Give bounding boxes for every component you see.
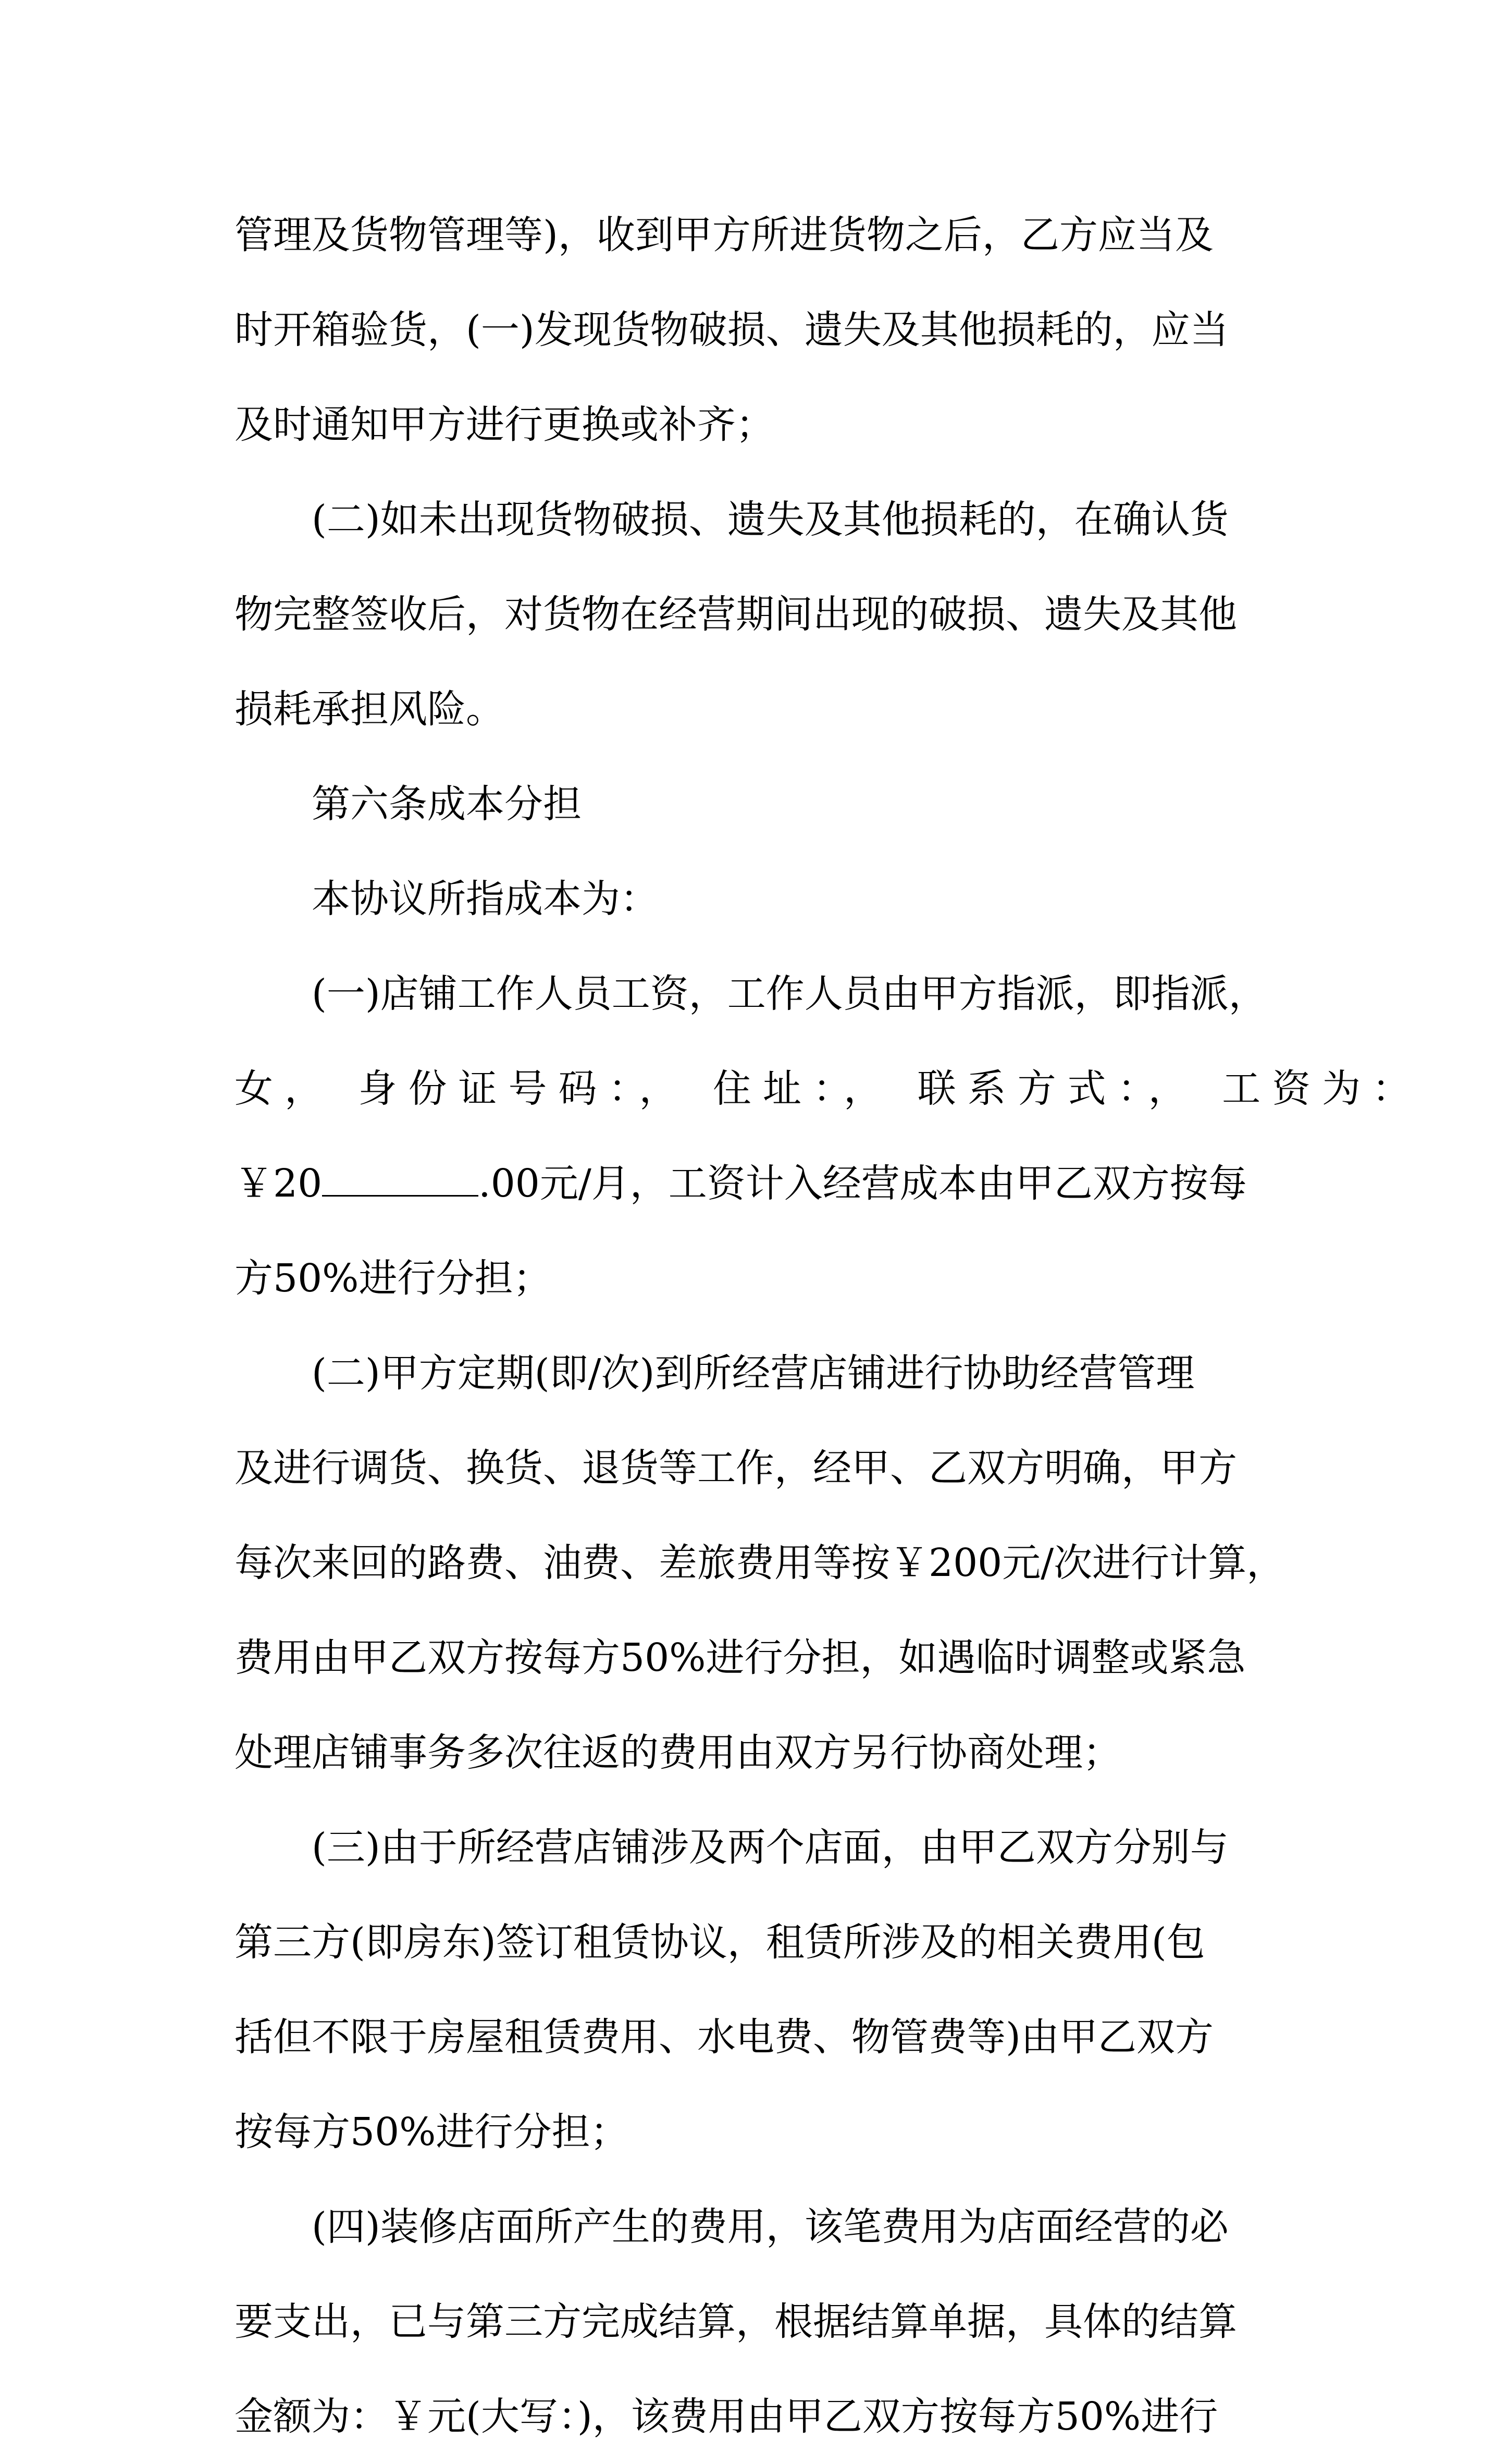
text-line: 方50%进行分担； bbox=[234, 1256, 552, 1301]
text-line: 处理店铺事务多次往返的费用由双方另行协商处理； bbox=[234, 1730, 1121, 1775]
text-line: 损耗承担风险。 bbox=[234, 687, 504, 732]
text-line: 物完整签收后，对货物在经营期间出现的破损、遗失及其他 bbox=[234, 592, 1237, 637]
clause-paragraph: (三)由于所经营店铺涉及两个店面，由甲乙双方分别与 bbox=[312, 1825, 1229, 1870]
clause-paragraph: (四)装修店面所产生的费用，该笔费用为店面经营的必 bbox=[312, 2204, 1229, 2249]
text-line: 及时通知甲方进行更换或补齐； bbox=[234, 402, 774, 447]
text-line: 按每方50%进行分担； bbox=[234, 2110, 629, 2154]
article-heading: 第六条成本分担 bbox=[312, 782, 582, 827]
text-line: 及进行调货、换货、退货等工作，经甲、乙双方明确，甲方 bbox=[234, 1446, 1237, 1490]
text-line: 要支出，已与第三方完成结算，根据结算单据，具体的结算 bbox=[234, 2299, 1237, 2344]
salary-amount-prefix: ￥20 bbox=[234, 1161, 323, 1206]
text-line: 每次来回的路费、油费、差旅费用等按￥200元/次进行计算， bbox=[234, 1541, 1285, 1585]
text-line: 女， 身份证号码：， 住址：， 联系方式：， 工资为： bbox=[234, 1066, 1423, 1111]
text-line: 时开箱验货，(一)发现货物破损、遗失及其他损耗的，应当 bbox=[234, 307, 1229, 352]
document-body bbox=[234, 188, 1423, 2464]
salary-blank bbox=[322, 1165, 478, 1197]
text-line: 第三方(即房东)签订租赁协议，租赁所涉及的相关费用(包 bbox=[234, 1920, 1205, 1965]
text-line: 费用由甲乙双方按每方50%进行分担，如遇临时调整或紧急 bbox=[234, 1635, 1246, 1680]
clause-paragraph: (一)店铺工作人员工资，工作人员由甲方指派，即指派， bbox=[312, 971, 1267, 1016]
clause-paragraph: (二)甲方定期(即/次)到所经营店铺进行协助经营管理 bbox=[312, 1351, 1195, 1396]
intro-paragraph: 本协议所指成本为： bbox=[312, 877, 659, 921]
clause-paragraph: (二)如未出现货物破损、遗失及其他损耗的，在确认货 bbox=[312, 497, 1229, 542]
text-line: 金额为：￥元(大写：)，该费用由甲乙双方按每方50%进行 bbox=[234, 2394, 1218, 2439]
text-line: 管理及货物管理等)，收到甲方所进货物之后，乙方应当及 bbox=[234, 213, 1214, 257]
salary-amount-suffix: .00元/月，工资计入经营成本由甲乙双方按每 bbox=[478, 1161, 1247, 1206]
text-line: 括但不限于房屋租赁费用、水电费、物管费等)由甲乙双方 bbox=[234, 2015, 1214, 2060]
salary-line bbox=[234, 1136, 1285, 1231]
